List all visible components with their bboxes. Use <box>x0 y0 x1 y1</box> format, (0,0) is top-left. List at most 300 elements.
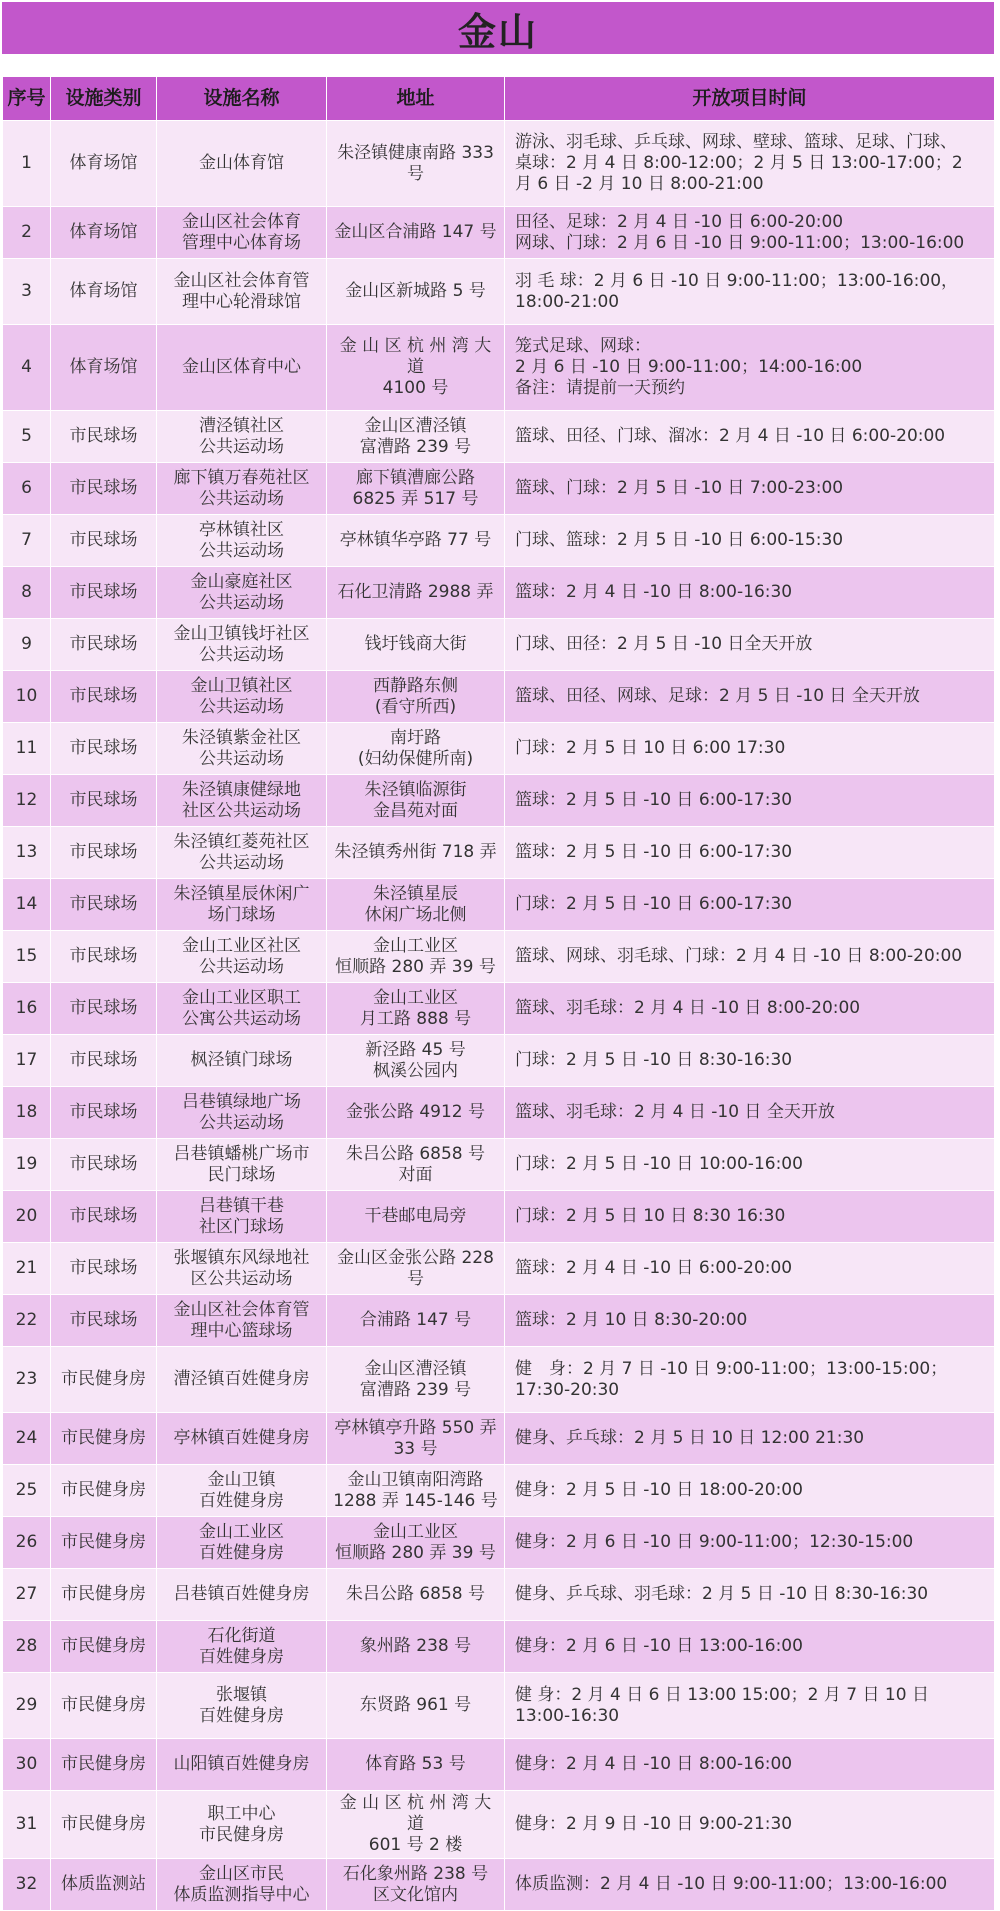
table-row <box>3 1621 995 1673</box>
cell-type-text: 市民健身房 <box>61 1695 146 1715</box>
cell-schedule <box>505 1465 995 1517</box>
cell-schedule-text: 门球、篮球：2 月 5 日 -10 日 6:00-15:30 <box>515 530 844 550</box>
cell-address-text: 金 山 区 杭 州 湾 大 道 601 号 2 楼 <box>339 1793 492 1855</box>
cell-name-text: 金山区社会体育管 理中心篮球场 <box>173 1299 310 1341</box>
cell-name-text: 吕巷镇百姓健身房 <box>173 1584 310 1604</box>
cell-type-text: 市民球场 <box>69 790 138 810</box>
cell-address-text: 朱吕公路 6858 号 对面 <box>345 1143 486 1185</box>
cell-name <box>157 723 327 775</box>
cell-address <box>327 463 505 515</box>
cell-schedule-text: 篮球：2 月 10 日 8:30-20:00 <box>515 1310 748 1330</box>
cell-schedule <box>505 411 995 463</box>
cell-type-text: 体质监测站 <box>61 1874 146 1894</box>
cell-address-text: 东贤路 961 号 <box>359 1695 472 1715</box>
cell-type-text: 市民球场 <box>69 478 138 498</box>
cell-name-text: 金山区社会体育 管理中心体育场 <box>182 211 301 253</box>
cell-no <box>3 931 51 983</box>
cell-no <box>3 1035 51 1087</box>
cell-address-text: 南圩路 (妇幼保健所南) <box>357 727 474 769</box>
cell-schedule-text: 篮球、门球：2 月 5 日 -10 日 7:00-23:00 <box>515 478 844 498</box>
table-row <box>3 1465 995 1517</box>
cell-type <box>51 1517 157 1569</box>
cell-name <box>157 931 327 983</box>
cell-schedule-text: 健身：2 月 9 日 -10 日 9:00-21:30 <box>515 1814 793 1834</box>
cell-type <box>51 325 157 411</box>
cell-schedule <box>505 1859 995 1911</box>
cell-schedule-text: 笼式足球、网球： 2 月 6 日 -10 日 9:00-11:00；14:00-16:00 备注：请提前一天预约 <box>515 336 863 398</box>
cell-no-text: 22 <box>15 1310 38 1330</box>
cell-type-text: 市民球场 <box>69 634 138 654</box>
cell-type <box>51 723 157 775</box>
table-row <box>3 1791 995 1859</box>
cell-schedule-text: 羽 毛 球：2 月 6 日 -10 日 9:00-11:00；13:00-16:00， 18:00-21:00 <box>515 270 959 312</box>
cell-type <box>51 1413 157 1465</box>
cell-type-text: 体育场馆 <box>69 281 138 301</box>
cell-address <box>327 775 505 827</box>
cell-no <box>3 567 51 619</box>
cell-schedule-text: 门球、田径：2 月 5 日 -10 日全天开放 <box>515 634 813 654</box>
cell-schedule-text: 门球：2 月 5 日 10 日 6:00 17:30 <box>515 738 786 758</box>
cell-no-text: 13 <box>15 842 38 862</box>
cell-schedule-text: 健身、乒乓球、羽毛球：2 月 5 日 -10 日 8:30-16:30 <box>515 1584 929 1604</box>
cell-no-text: 19 <box>15 1154 38 1174</box>
cell-name-text: 金山工业区社区 公共运动场 <box>182 935 301 977</box>
cell-type-text: 体育场馆 <box>69 153 138 173</box>
cell-no-text: 9 <box>21 634 32 654</box>
cell-schedule <box>505 1791 995 1859</box>
cell-no <box>3 259 51 325</box>
cell-name-text: 廊下镇万春苑社区 公共运动场 <box>173 467 310 509</box>
cell-address <box>327 1621 505 1673</box>
table-row <box>3 723 995 775</box>
header-address: 地址 <box>327 77 505 121</box>
cell-no <box>3 1413 51 1465</box>
cell-name <box>157 1243 327 1295</box>
table-row <box>3 1739 995 1791</box>
table-row <box>3 1859 995 1911</box>
cell-address-text: 金山卫镇南阳湾路 1288 弄 145-146 号 <box>333 1469 498 1511</box>
table-row <box>3 671 995 723</box>
cell-type <box>51 259 157 325</box>
cell-name <box>157 515 327 567</box>
table-row <box>3 463 995 515</box>
cell-type-text: 市民健身房 <box>61 1636 146 1656</box>
cell-schedule <box>505 723 995 775</box>
cell-address <box>327 1739 505 1791</box>
cell-schedule-text: 健身：2 月 4 日 -10 日 8:00-16:00 <box>515 1754 793 1774</box>
cell-type <box>51 931 157 983</box>
cell-no-text: 14 <box>15 894 38 914</box>
table-row <box>3 1191 995 1243</box>
header-type: 设施类别 <box>51 77 157 121</box>
cell-name-text: 张堰镇东风绿地社 区公共运动场 <box>173 1247 310 1289</box>
table-row <box>3 983 995 1035</box>
cell-no <box>3 463 51 515</box>
cell-address-text: 金山区金张公路 228 号 <box>337 1247 494 1289</box>
cell-type-text: 市民健身房 <box>61 1532 146 1552</box>
cell-no <box>3 827 51 879</box>
cell-type-text: 市民球场 <box>69 1154 138 1174</box>
cell-type-text: 市民球场 <box>69 686 138 706</box>
cell-type <box>51 1087 157 1139</box>
cell-name-text: 朱泾镇红菱苑社区 公共运动场 <box>173 831 310 873</box>
cell-name-text: 石化街道 百姓健身房 <box>199 1625 284 1667</box>
cell-name <box>157 1673 327 1739</box>
cell-address <box>327 1295 505 1347</box>
cell-schedule-text: 健 身：2 月 4 日 6 日 13:00 15:00；2 月 7 日 10 日 13:00-16:30 <box>515 1684 929 1726</box>
cell-schedule-text: 篮球：2 月 5 日 -10 日 6:00-17:30 <box>515 790 793 810</box>
cell-schedule <box>505 983 995 1035</box>
cell-type-text: 市民球场 <box>69 738 138 758</box>
cell-name-text: 金山区市民 体质监测指导中心 <box>173 1863 310 1905</box>
cell-name-text: 金山体育馆 <box>199 153 284 173</box>
cell-type <box>51 515 157 567</box>
cell-name <box>157 259 327 325</box>
cell-schedule <box>505 1191 995 1243</box>
cell-type <box>51 1569 157 1621</box>
cell-schedule <box>505 325 995 411</box>
cell-name-text: 金山卫镇社区 公共运动场 <box>190 675 293 717</box>
cell-type <box>51 1295 157 1347</box>
cell-no-text: 6 <box>21 478 32 498</box>
cell-schedule <box>505 1739 995 1791</box>
cell-address <box>327 259 505 325</box>
cell-no <box>3 619 51 671</box>
cell-no <box>3 671 51 723</box>
cell-no <box>3 1347 51 1413</box>
cell-type-text: 市民球场 <box>69 894 138 914</box>
cell-name <box>157 411 327 463</box>
cell-no-text: 23 <box>15 1369 38 1389</box>
cell-address <box>327 619 505 671</box>
cell-no-text: 28 <box>15 1636 38 1656</box>
table-row <box>3 775 995 827</box>
cell-name <box>157 121 327 207</box>
cell-schedule-text: 游泳、羽毛球、乒乓球、网球、壁球、篮球、足球、门球、 桌球：2 月 4 日 8:00-12:00；2 月 5 日 13:00-17:00；2 月 6 日 -2 月 10 日 8:00-21:00 <box>515 132 963 194</box>
cell-address-text: 石化象州路 238 号 区文化馆内 <box>342 1863 489 1905</box>
table-row <box>3 325 995 411</box>
cell-address-text: 金山区新城路 5 号 <box>345 281 486 301</box>
header-no: 序号 <box>3 77 51 121</box>
cell-schedule <box>505 121 995 207</box>
cell-name <box>157 567 327 619</box>
table-row <box>3 259 995 325</box>
cell-type-text: 体育场馆 <box>69 357 138 377</box>
table-row <box>3 1413 995 1465</box>
cell-no-text: 24 <box>15 1428 38 1448</box>
cell-schedule-text: 健身：2 月 5 日 -10 日 18:00-20:00 <box>515 1480 803 1500</box>
cell-no <box>3 207 51 259</box>
cell-name-text: 朱泾镇康健绿地 社区公共运动场 <box>182 779 301 821</box>
cell-schedule <box>505 1413 995 1465</box>
cell-address <box>327 325 505 411</box>
cell-schedule <box>505 1517 995 1569</box>
cell-name-text: 张堰镇 百姓健身房 <box>199 1684 284 1726</box>
cell-address <box>327 827 505 879</box>
cell-schedule-text: 篮球、羽毛球：2 月 4 日 -10 日 8:00-20:00 <box>515 998 861 1018</box>
cell-name-text: 亭林镇百姓健身房 <box>173 1428 310 1448</box>
cell-type-text: 体育场馆 <box>69 222 138 242</box>
cell-type <box>51 671 157 723</box>
cell-address <box>327 567 505 619</box>
cell-schedule-text: 门球：2 月 5 日 -10 日 10:00-16:00 <box>515 1154 803 1174</box>
cell-no <box>3 1465 51 1517</box>
cell-address-text: 金山区漕泾镇 富漕路 239 号 <box>359 1358 472 1400</box>
cell-no <box>3 1191 51 1243</box>
cell-address <box>327 207 505 259</box>
cell-type-text: 市民球场 <box>69 426 138 446</box>
cell-address <box>327 515 505 567</box>
cell-no-text: 20 <box>15 1206 38 1226</box>
cell-type <box>51 1139 157 1191</box>
cell-no <box>3 1295 51 1347</box>
cell-schedule-text: 篮球：2 月 4 日 -10 日 6:00-20:00 <box>515 1258 793 1278</box>
cell-no-text: 18 <box>15 1102 38 1122</box>
cell-type <box>51 1791 157 1859</box>
cell-name <box>157 1465 327 1517</box>
table-row <box>3 1139 995 1191</box>
cell-address <box>327 121 505 207</box>
cell-address-text: 金 山 区 杭 州 湾 大 道 4100 号 <box>339 336 492 398</box>
cell-name-text: 枫泾镇门球场 <box>190 1050 293 1070</box>
cell-no-text: 5 <box>21 426 32 446</box>
cell-name-text: 朱泾镇紫金社区 公共运动场 <box>182 727 301 769</box>
cell-schedule-text: 篮球：2 月 4 日 -10 日 8:00-16:30 <box>515 582 793 602</box>
page-title: 金山 <box>2 2 994 54</box>
cell-schedule <box>505 463 995 515</box>
table-row <box>3 827 995 879</box>
cell-no-text: 10 <box>15 686 38 706</box>
cell-type <box>51 1739 157 1791</box>
cell-name-text: 金山工业区 百姓健身房 <box>199 1521 284 1563</box>
table-header-row <box>3 77 995 121</box>
cell-name <box>157 879 327 931</box>
cell-no <box>3 879 51 931</box>
cell-address-text: 朱泾镇星辰 休闲广场北侧 <box>364 883 467 925</box>
cell-no-text: 3 <box>21 281 32 301</box>
cell-address-text: 金山工业区 月工路 888 号 <box>359 987 472 1029</box>
cell-name <box>157 619 327 671</box>
cell-schedule <box>505 775 995 827</box>
cell-address-text: 干巷邮电局旁 <box>364 1206 467 1226</box>
cell-address-text: 西静路东侧 (看守所西) <box>373 675 458 717</box>
cell-address <box>327 1569 505 1621</box>
cell-address-text: 朱泾镇秀州街 718 弄 <box>334 842 497 862</box>
cell-no <box>3 1859 51 1911</box>
cell-type <box>51 1035 157 1087</box>
cell-type <box>51 1465 157 1517</box>
cell-name-text: 漕泾镇百姓健身房 <box>173 1369 310 1389</box>
cell-schedule <box>505 827 995 879</box>
cell-no <box>3 1517 51 1569</box>
cell-address <box>327 1087 505 1139</box>
cell-no-text: 30 <box>15 1754 38 1774</box>
cell-no-text: 32 <box>15 1874 38 1894</box>
cell-type <box>51 567 157 619</box>
cell-no-text: 31 <box>15 1814 38 1834</box>
cell-name-text: 职工中心 市民健身房 <box>199 1803 284 1845</box>
table-row <box>3 515 995 567</box>
cell-address <box>327 1859 505 1911</box>
cell-address <box>327 1673 505 1739</box>
cell-schedule-text: 门球：2 月 5 日 -10 日 8:30-16:30 <box>515 1050 793 1070</box>
cell-no-text: 21 <box>15 1258 38 1278</box>
cell-name <box>157 1517 327 1569</box>
cell-schedule-text: 体质监测：2 月 4 日 -10 日 9:00-11:00；13:00-16:00 <box>515 1874 948 1894</box>
facility-table <box>2 76 995 1911</box>
cell-schedule <box>505 1621 995 1673</box>
cell-address <box>327 1791 505 1859</box>
cell-name-text: 金山豪庭社区 公共运动场 <box>190 571 293 613</box>
cell-no <box>3 325 51 411</box>
cell-type-text: 市民健身房 <box>61 1480 146 1500</box>
cell-type <box>51 1673 157 1739</box>
cell-name <box>157 325 327 411</box>
cell-schedule-text: 田径、足球：2 月 4 日 -10 日 6:00-20:00 网球、门球：2 月 6 日 -10 日 9:00-11:00；13:00-16:00 <box>515 211 965 253</box>
cell-type-text: 市民健身房 <box>61 1369 146 1389</box>
table-row <box>3 567 995 619</box>
cell-schedule-text: 健 身：2 月 7 日 -10 日 9:00-11:00；13:00-15:00； 17:30-20:30 <box>515 1358 948 1400</box>
cell-type-text: 市民健身房 <box>61 1814 146 1834</box>
cell-type <box>51 463 157 515</box>
cell-no-text: 16 <box>15 998 38 1018</box>
table-body <box>3 121 995 1911</box>
cell-address <box>327 1035 505 1087</box>
cell-name <box>157 1035 327 1087</box>
cell-address-text: 新泾路 45 号 枫溪公园内 <box>365 1039 466 1081</box>
cell-no-text: 7 <box>21 530 32 550</box>
cell-name-text: 漕泾镇社区 公共运动场 <box>199 415 284 457</box>
cell-no-text: 4 <box>21 357 32 377</box>
cell-address <box>327 1191 505 1243</box>
cell-schedule <box>505 619 995 671</box>
cell-no <box>3 1791 51 1859</box>
cell-no <box>3 1087 51 1139</box>
cell-name-text: 吕巷镇蟠桃广场市 民门球场 <box>173 1143 310 1185</box>
cell-address-text: 金山工业区 恒顺路 280 弄 39 号 <box>335 935 496 977</box>
cell-name <box>157 827 327 879</box>
cell-name <box>157 671 327 723</box>
cell-name-text: 朱泾镇星辰休闲广 场门球场 <box>173 883 310 925</box>
cell-type-text: 市民球场 <box>69 998 138 1018</box>
cell-no <box>3 1621 51 1673</box>
cell-address-text: 石化卫清路 2988 弄 <box>337 582 494 602</box>
table-row <box>3 411 995 463</box>
cell-name <box>157 1569 327 1621</box>
cell-schedule <box>505 1035 995 1087</box>
cell-name <box>157 1087 327 1139</box>
cell-type-text: 市民健身房 <box>61 1584 146 1604</box>
cell-schedule <box>505 1673 995 1739</box>
cell-no <box>3 411 51 463</box>
cell-address <box>327 983 505 1035</box>
cell-no-text: 29 <box>15 1695 38 1715</box>
cell-address-text: 钱圩钱商大街 <box>364 634 467 654</box>
table-row <box>3 1295 995 1347</box>
cell-address <box>327 1347 505 1413</box>
cell-schedule-text: 健身：2 月 6 日 -10 日 9:00-11:00；12:30-15:00 <box>515 1532 914 1552</box>
cell-no-text: 11 <box>15 738 38 758</box>
cell-type-text: 市民球场 <box>69 1206 138 1226</box>
cell-type-text: 市民球场 <box>69 946 138 966</box>
table-row <box>3 1347 995 1413</box>
cell-no <box>3 1139 51 1191</box>
cell-type <box>51 121 157 207</box>
cell-type-text: 市民球场 <box>69 1102 138 1122</box>
cell-address <box>327 1465 505 1517</box>
table-row <box>3 1673 995 1739</box>
cell-type-text: 市民球场 <box>69 1050 138 1070</box>
cell-no <box>3 1243 51 1295</box>
cell-address <box>327 931 505 983</box>
cell-schedule-text: 健身、乒乓球：2 月 5 日 10 日 12:00 21:30 <box>515 1428 865 1448</box>
cell-schedule <box>505 515 995 567</box>
cell-name <box>157 1139 327 1191</box>
cell-type <box>51 207 157 259</box>
cell-schedule <box>505 1347 995 1413</box>
cell-name <box>157 207 327 259</box>
cell-no-text: 17 <box>15 1050 38 1070</box>
cell-address <box>327 411 505 463</box>
cell-name <box>157 1791 327 1859</box>
cell-no-text: 2 <box>21 222 32 242</box>
cell-no-text: 8 <box>21 582 32 602</box>
cell-address-text: 亭林镇亭升路 550 弄 33 号 <box>334 1417 497 1459</box>
cell-name <box>157 775 327 827</box>
cell-name <box>157 1295 327 1347</box>
cell-address-text: 金山区合浦路 147 号 <box>334 222 497 242</box>
cell-type <box>51 775 157 827</box>
cell-schedule <box>505 879 995 931</box>
cell-name <box>157 1859 327 1911</box>
cell-name-text: 金山工业区职工 公寓公共运动场 <box>182 987 301 1029</box>
table-row <box>3 121 995 207</box>
cell-no-text: 15 <box>15 946 38 966</box>
cell-schedule-text: 健身：2 月 6 日 -10 日 13:00-16:00 <box>515 1636 803 1656</box>
cell-address-text: 合浦路 147 号 <box>359 1310 472 1330</box>
cell-no-text: 1 <box>21 153 32 173</box>
cell-type <box>51 1621 157 1673</box>
cell-name <box>157 1347 327 1413</box>
cell-no <box>3 1739 51 1791</box>
cell-name-text: 金山卫镇钱圩社区 公共运动场 <box>173 623 310 665</box>
cell-schedule <box>505 1295 995 1347</box>
cell-no-text: 12 <box>15 790 38 810</box>
table-row <box>3 879 995 931</box>
cell-no <box>3 121 51 207</box>
cell-no <box>3 1569 51 1621</box>
cell-schedule-text: 门球：2 月 5 日 -10 日 6:00-17:30 <box>515 894 793 914</box>
cell-schedule-text: 篮球、羽毛球：2 月 4 日 -10 日 全天开放 <box>515 1102 835 1122</box>
cell-schedule <box>505 1569 995 1621</box>
cell-address <box>327 723 505 775</box>
cell-name-text: 金山区社会体育管 理中心轮滑球馆 <box>173 270 310 312</box>
cell-address-text: 亭林镇华亭路 77 号 <box>339 530 492 550</box>
cell-type <box>51 879 157 931</box>
cell-address <box>327 879 505 931</box>
cell-type <box>51 983 157 1035</box>
cell-name-text: 吕巷镇干巷 社区门球场 <box>199 1195 284 1237</box>
cell-address-text: 金山区漕泾镇 富漕路 239 号 <box>359 415 472 457</box>
cell-no-text: 27 <box>15 1584 38 1604</box>
cell-address-text: 金张公路 4912 号 <box>345 1102 486 1122</box>
table-row <box>3 931 995 983</box>
cell-no-text: 25 <box>15 1480 38 1500</box>
cell-type-text: 市民健身房 <box>61 1754 146 1774</box>
cell-address <box>327 1243 505 1295</box>
cell-schedule <box>505 671 995 723</box>
cell-schedule-text: 篮球、网球、羽毛球、门球：2 月 4 日 -10 日 8:00-20:00 <box>515 946 963 966</box>
